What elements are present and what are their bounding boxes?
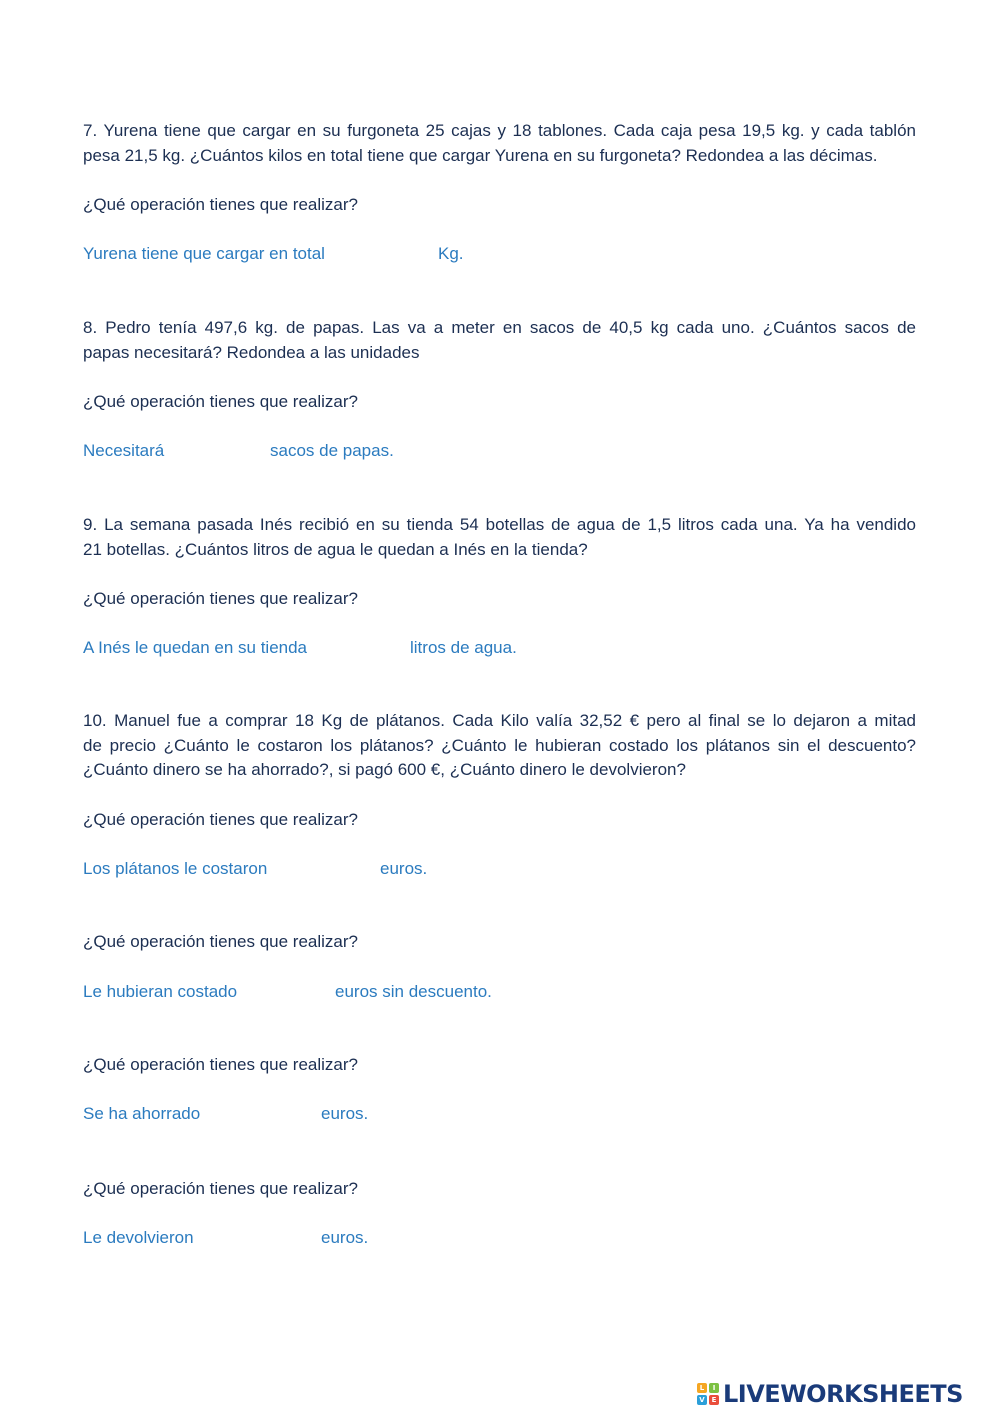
problem-10c-answer-prefix: Se ha ahorrado bbox=[83, 1104, 201, 1123]
problem-8-answer-suffix: sacos de papas. bbox=[270, 441, 394, 460]
problem-10b-question: ¿Qué operación tienes que realizar? bbox=[83, 932, 358, 951]
problem-10a-answer-input[interactable] bbox=[286, 857, 378, 883]
problem-10a-answer-prefix: Los plátanos le costaron bbox=[83, 859, 268, 878]
problem-9-line-1: 9. La semana pasada Inés recibió en su tienda 54 botellas de agua de 1,5 litros cada una. Ya ha vendido bbox=[83, 515, 916, 534]
problem-7-answer-prefix: Yurena tiene que cargar en total bbox=[83, 244, 325, 263]
problem-7-question: ¿Qué operación tienes que realizar? bbox=[83, 195, 358, 214]
logo-square-v: V bbox=[697, 1395, 707, 1405]
problem-9-answer-input[interactable] bbox=[330, 636, 408, 662]
problem-10-line-3: ¿Cuánto dinero se ha ahorrado?, si pagó 600 €, ¿Cuánto dinero le devolvieron? bbox=[83, 760, 686, 779]
problem-9-question: ¿Qué operación tienes que realizar? bbox=[83, 589, 358, 608]
problem-10a-answer-suffix: euros. bbox=[380, 859, 428, 878]
problem-8-answer-input[interactable] bbox=[176, 439, 268, 465]
problem-7-answer-suffix: Kg. bbox=[438, 244, 464, 263]
logo-squares-icon bbox=[697, 1383, 719, 1405]
problem-9-statement bbox=[83, 513, 916, 562]
problem-10b-answer-input[interactable] bbox=[255, 980, 333, 1006]
problem-10-line-1: 10. Manuel fue a comprar 18 Kg de plátanos. Cada Kilo valía 32,52 € pero al final se lo dejaron a mitad bbox=[83, 711, 916, 730]
problem-8-line-2: papas necesitará? Redondea a las unidades bbox=[83, 342, 420, 362]
problem-10d-question: ¿Qué operación tienes que realizar? bbox=[83, 1179, 358, 1198]
problem-8-statement bbox=[83, 316, 916, 365]
problem-9-answer-suffix: litros de agua. bbox=[410, 638, 517, 657]
problem-10-statement bbox=[83, 709, 916, 783]
brand-name: LIVEWORKSHEETS bbox=[723, 1380, 963, 1408]
problem-10b-answer-prefix: Le hubieran costado bbox=[83, 982, 238, 1001]
problem-10c-question: ¿Qué operación tienes que realizar? bbox=[83, 1055, 358, 1074]
liveworksheets-logo bbox=[697, 1377, 997, 1411]
logo-square-i: I bbox=[709, 1383, 719, 1393]
logo-square-e: E bbox=[709, 1395, 719, 1405]
problem-10d-answer-input[interactable] bbox=[209, 1226, 319, 1252]
problem-10c-answer-suffix: euros. bbox=[321, 1104, 369, 1123]
problem-8-line-1: 8. Pedro tenía 497,6 kg. de papas. Las va a meter en sacos de 40,5 kg cada uno. ¿Cuántos sacos de bbox=[83, 318, 916, 337]
problem-7-statement bbox=[83, 119, 916, 168]
problem-10d-answer-suffix: euros. bbox=[321, 1228, 369, 1247]
problem-10-line-2: de precio ¿Cuánto le costaron los plátanos? ¿Cuánto le hubieran costado los plátanos sin el descuento? bbox=[83, 735, 916, 755]
problem-8-question: ¿Qué operación tienes que realizar? bbox=[83, 392, 358, 411]
logo-square-l: L bbox=[697, 1383, 707, 1393]
problem-10a-question: ¿Qué operación tienes que realizar? bbox=[83, 810, 358, 829]
problem-10d-answer-prefix: Le devolvieron bbox=[83, 1228, 194, 1247]
problem-10b-answer-suffix: euros sin descuento. bbox=[335, 982, 492, 1001]
problem-9-line-2: 21 botellas. ¿Cuántos litros de agua le quedan a Inés en la tienda? bbox=[83, 539, 588, 559]
problem-7-line-2: pesa 21,5 kg. ¿Cuántos kilos en total tiene que cargar Yurena en su furgoneta? Redondea a las décimas. bbox=[83, 145, 878, 165]
problem-7-answer-input[interactable] bbox=[352, 242, 436, 268]
problem-10c-answer-input[interactable] bbox=[213, 1102, 319, 1128]
problem-7-line-1: 7. Yurena tiene que cargar en su furgoneta 25 cajas y 18 tablones. Cada caja pesa 19,5 kg. y cada tablón bbox=[83, 121, 916, 140]
problem-9-answer-prefix: A Inés le quedan en su tienda bbox=[83, 638, 308, 657]
problem-8-answer-prefix: Necesitará bbox=[83, 441, 165, 460]
